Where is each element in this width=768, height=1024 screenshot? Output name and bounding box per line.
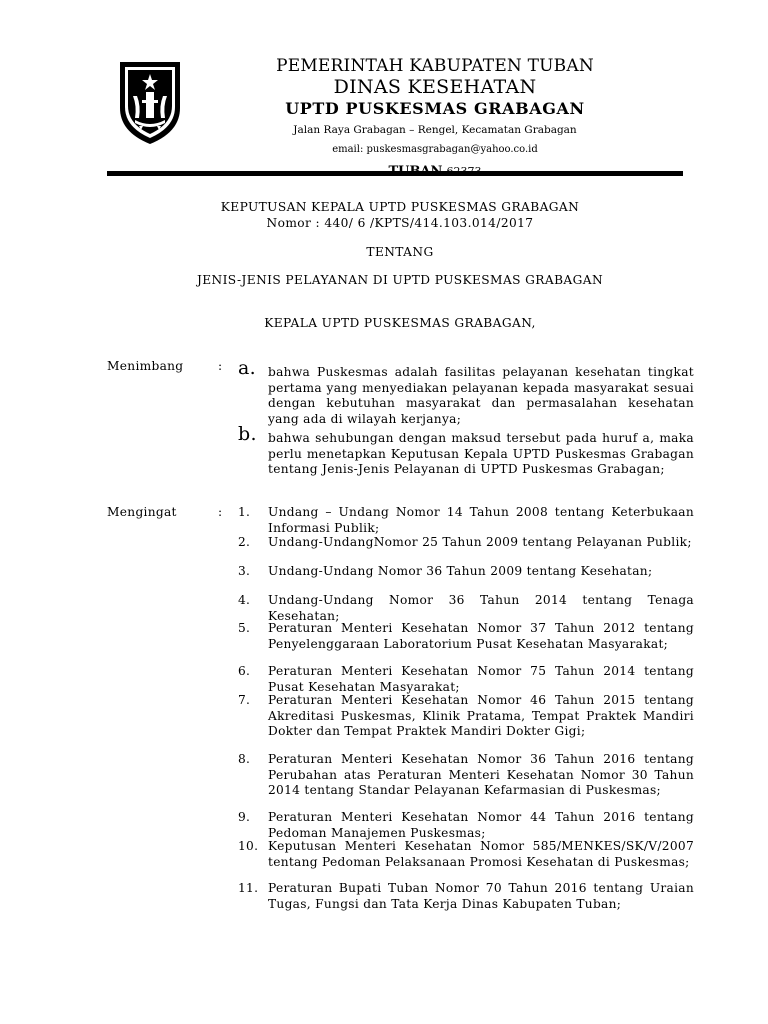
item-number: 5. bbox=[238, 621, 251, 635]
menimbang-label: Menimbang bbox=[107, 359, 184, 373]
mengingat-item bbox=[238, 564, 694, 580]
mengingat-item bbox=[238, 593, 694, 624]
address-line: Jalan Raya Grabagan – Rengel, Kecamatan Grabagan bbox=[293, 124, 577, 136]
item-number: 2. bbox=[238, 535, 251, 549]
decree-subject: JENIS-JENIS PELAYANAN DI UPTD PUSKESMAS GRABAGAN bbox=[196, 273, 604, 287]
mengingat-label: Mengingat bbox=[107, 505, 177, 519]
item-text: bahwa Puskesmas adalah fasilitas pelayanan kesehatan tingkat pertama yang menyediakan pelayanan kepada masyarakat sesuai dengan kebutuhan masyarakat dan permasalahan kesehatan yang ada di wilayah kerjanya; bbox=[268, 365, 694, 426]
item-text: Peraturan Menteri Kesehatan Nomor 37 Tahun 2012 tentang Penyelenggaraan Laboratorium Pusat Kesehatan Masyarakat; bbox=[268, 621, 694, 651]
mengingat-item bbox=[238, 839, 694, 870]
decree-about: TENTANG bbox=[366, 245, 434, 259]
item-number: 11. bbox=[238, 881, 259, 895]
item-number: 9. bbox=[238, 810, 251, 824]
item-text: Peraturan Menteri Kesehatan Nomor 36 Tahun 2016 tentang Perubahan atas Peraturan Menteri Kesehatan Nomor 30 Tahun 2014 tentang Standar Pelayanan Kefarmasian di Puskesmas; bbox=[268, 752, 694, 798]
menimbang-colon: : bbox=[218, 359, 223, 373]
mengingat-item bbox=[238, 535, 694, 551]
unit-name: UPTD PUSKESMAS GRABAGAN bbox=[285, 99, 585, 118]
department-name: DINAS KESEHATAN bbox=[333, 76, 537, 98]
item-text: Peraturan Bupati Tuban Nomor 70 Tahun 2016 tentang Uraian Tugas, Fungsi dan Tata Kerja Dinas Kabupaten Tuban; bbox=[268, 881, 694, 911]
item-number: 6. bbox=[238, 664, 251, 678]
decree-number: Nomor : 440/ 6 /KPTS/414.103.014/2017 bbox=[266, 216, 534, 230]
letterhead bbox=[200, 56, 670, 181]
item-number: 8. bbox=[238, 752, 251, 766]
mengingat-item bbox=[238, 664, 694, 695]
decree-issuer: KEPALA UPTD PUSKESMAS GRABAGAN, bbox=[264, 316, 536, 330]
tuban-regency-emblem-icon bbox=[115, 56, 185, 146]
item-text: Undang-UndangNomor 25 Tahun 2009 tentang Pelayanan Publik; bbox=[268, 535, 692, 549]
email-line: email: puskesmasgrabagan@yahoo.co.id bbox=[332, 144, 538, 155]
item-number: 10. bbox=[238, 839, 259, 853]
item-text: Undang-Undang Nomor 36 Tahun 2009 tentang Kesehatan; bbox=[268, 564, 653, 578]
item-text: Peraturan Menteri Kesehatan Nomor 46 Tahun 2015 tentang Akreditasi Puskesmas, Klinik Pratama, Tempat Praktek Mandiri Dokter dan Tempat Praktek Mandiri Dokter Gigi; bbox=[268, 693, 694, 739]
letterhead-divider bbox=[107, 171, 683, 176]
decree-title: KEPUTUSAN KEPALA UPTD PUSKESMAS GRABAGAN bbox=[220, 200, 580, 214]
item-text: Peraturan Menteri Kesehatan Nomor 75 Tahun 2014 tentang Pusat Kesehatan Masyarakat; bbox=[268, 664, 694, 694]
item-text: Peraturan Menteri Kesehatan Nomor 44 Tahun 2016 tentang Pedoman Manajemen Puskesmas; bbox=[268, 810, 694, 840]
menimbang-item bbox=[238, 357, 694, 427]
item-marker: a. bbox=[238, 357, 256, 379]
item-number: 3. bbox=[238, 564, 251, 578]
government-name: PEMERINTAH KABUPATEN TUBAN bbox=[276, 56, 594, 76]
mengingat-item bbox=[238, 505, 694, 536]
item-marker: b. bbox=[238, 423, 257, 445]
item-text: bahwa sehubungan dengan maksud tersebut pada huruf a, maka perlu menetapkan Keputusan Kepala UPTD Puskesmas Grabagan tentang Jenis-Jenis Pelayanan di UPTD Puskesmas Grabagan; bbox=[268, 431, 694, 477]
item-number: 4. bbox=[238, 593, 251, 607]
mengingat-item bbox=[238, 881, 694, 912]
mengingat-item bbox=[238, 621, 694, 652]
mengingat-item bbox=[238, 810, 694, 841]
item-text: Keputusan Menteri Kesehatan Nomor 585/MENKES/SK/V/2007 tentang Pedoman Pelaksanaan Promosi Kesehatan di Puskesmas; bbox=[268, 839, 694, 869]
mengingat-item bbox=[238, 693, 694, 740]
menimbang-item bbox=[238, 423, 694, 478]
item-number: 7. bbox=[238, 693, 251, 707]
item-number: 1. bbox=[238, 505, 251, 519]
item-text: Undang-Undang Nomor 36 Tahun 2014 tentang Tenaga Kesehatan; bbox=[268, 593, 694, 623]
item-text: Undang – Undang Nomor 14 Tahun 2008 tentang Keterbukaan Informasi Publik; bbox=[268, 505, 694, 535]
mengingat-colon: : bbox=[218, 505, 223, 519]
mengingat-item bbox=[238, 752, 694, 799]
